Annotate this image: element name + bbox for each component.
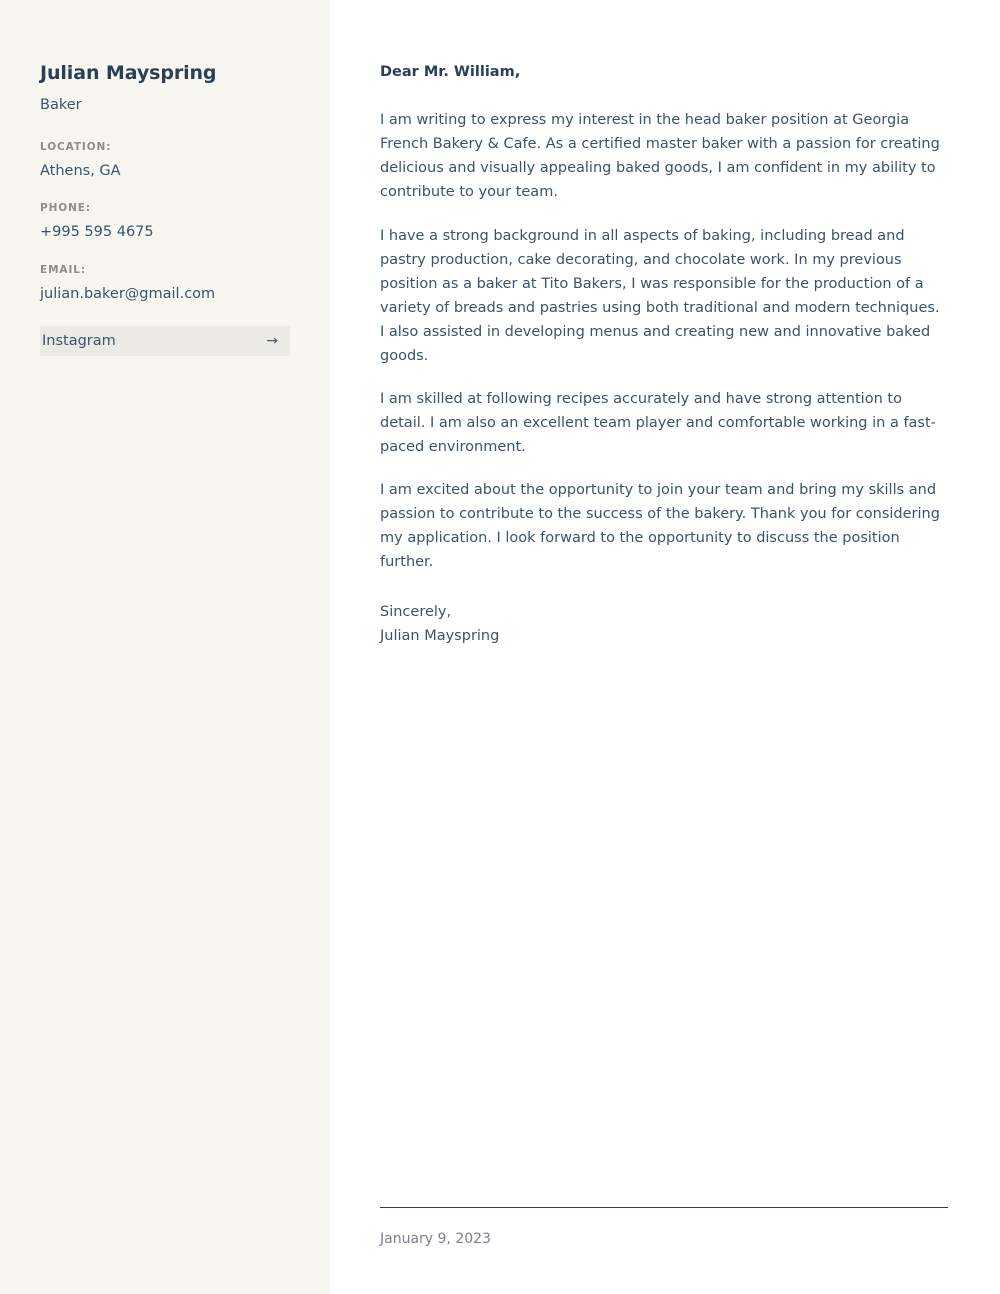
letter-paragraph: I am excited about the opportunity to join your team and bring my skills and passion to contribute to the success of the bakery. Thank you for considering my application. I look forward to the opportunity to discuss the position further.	[380, 482, 940, 571]
phone-label: PHONE:	[40, 202, 91, 215]
signature-name: Julian Mayspring	[380, 628, 500, 645]
instagram-link-button[interactable]	[40, 326, 290, 356]
footer	[380, 1207, 948, 1248]
footer-date: January 9, 2023	[380, 1230, 491, 1247]
instagram-link-label: Instagram	[42, 332, 116, 349]
letter-paragraph: I am writing to express my interest in the head baker position at Georgia French Bakery & Cafe. As a certified master baker with a passion for creating delicious and visually appealing baked goods, I am confident in my ability to contribute to your team.	[380, 112, 940, 201]
salutation: Dear Mr. William,	[380, 64, 521, 80]
email-value: julian.baker@gmail.com	[40, 286, 216, 303]
email-label: EMAIL:	[40, 264, 86, 277]
location-label: LOCATION:	[40, 140, 112, 153]
email-field	[40, 264, 290, 304]
closing-line: Sincerely,	[380, 604, 452, 621]
footer-divider	[380, 1207, 948, 1208]
letter-body	[330, 0, 1000, 1294]
phone-field	[40, 202, 290, 242]
letter-content	[380, 62, 948, 648]
profile-name: Julian Mayspring	[40, 62, 217, 84]
arrow-right-icon: →	[266, 333, 278, 350]
sidebar	[0, 0, 330, 1294]
letter-paragraph: I am skilled at following recipes accurately and have strong attention to detail. I am also an excellent team player and comfortable working in a fast-paced environment.	[380, 390, 936, 456]
phone-value: +995 595 4675	[40, 224, 154, 241]
profile-role: Baker	[40, 96, 82, 113]
letter-paragraph: I have a strong background in all aspects of baking, including bread and pastry production, cake decorating, and chocolate work. In my previous position as a baker at Tito Bakers, I was responsible for the production of a variety of breads and pastries using both traditional and modern techniques. I also assisted in developing menus and creating new and innovative baked goods.	[380, 227, 940, 364]
location-field	[40, 141, 290, 181]
location-value: Athens, GA	[40, 162, 121, 179]
